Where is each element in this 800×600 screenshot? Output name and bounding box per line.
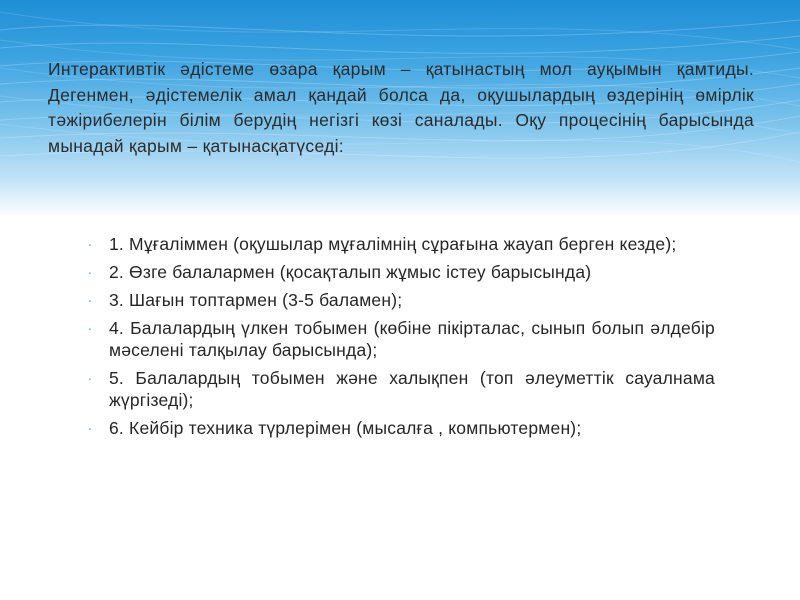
list-item [88, 289, 715, 311]
list-item-text: 4. Балалардың үлкен тобымен (көбіне пікірталас, сынып болып әлдебір мәселені талқылау барысында); [109, 318, 715, 360]
bullet-icon: ∙ [88, 264, 93, 280]
list-item [88, 317, 715, 361]
list-item-text: 2. Өзге балалармен (қосақталып жұмыс істеу барысында) [109, 262, 592, 282]
list-item-text: 3. Шағын топтармен (3-5 баламен); [109, 290, 403, 310]
intro-paragraph: Интерактивтік әдістеме өзара қарым – қатынастың мол ауқымын қамтиды. Дегенмен, әдістемелік амал қандай болса да, оқушылардың өздерінің өмірлік тәжірибелерін білім берудің негізгі көзі саналады. Оқу процесінің барысында мынадай қарым – қатынасқатүседі: [48, 59, 754, 156]
bullet-icon: ∙ [88, 236, 93, 252]
list-item [88, 367, 715, 411]
bullet-icon: ∙ [88, 420, 93, 436]
list-item [88, 261, 715, 283]
list-item [88, 417, 715, 439]
list-item-text: 6. Кейбір техника түрлерімен (мысалға , компьютермен); [109, 418, 582, 438]
bullet-icon: ∙ [88, 320, 93, 336]
list-item [88, 233, 715, 255]
bullet-icon: ∙ [88, 370, 93, 386]
bullet-icon: ∙ [88, 292, 93, 308]
list-item-text: 1. Мұғаліммен (оқушылар мұғалімнің сұрағына жауап берген кезде); [109, 234, 677, 254]
list-item-text: 5. Балалардың тобымен және халықпен (топ әлеуметтік сауалнама жүргізеді); [109, 368, 715, 410]
bullet-list [88, 233, 715, 445]
